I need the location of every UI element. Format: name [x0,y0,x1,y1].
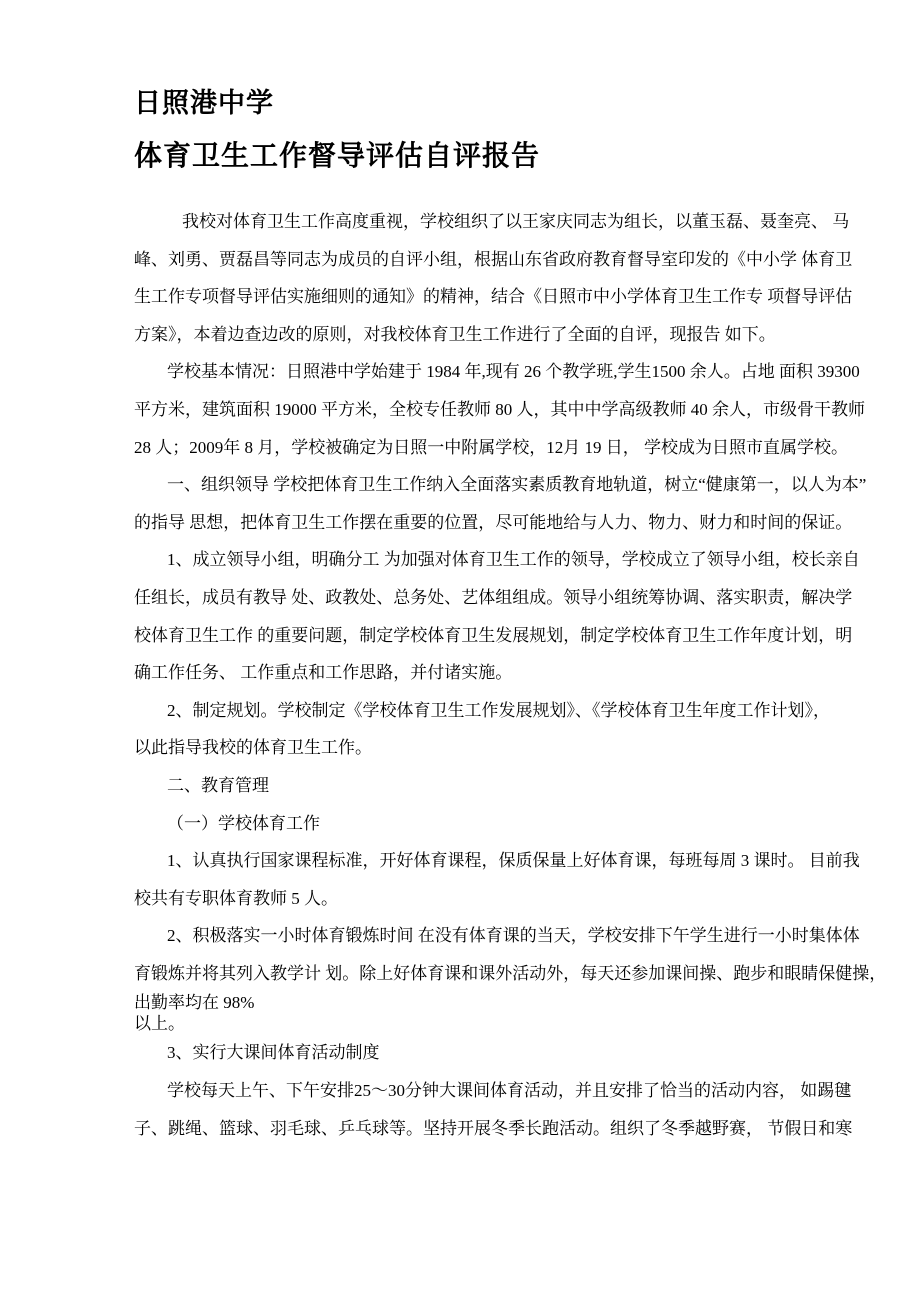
section-2-item-2-line: 以上。 [134,1014,185,1034]
section-1-item-2-line: 2、制定规划。学校制定《学校体育卫生工作发展规划》、《学校体育卫生年度工作计划》， [167,700,830,720]
paragraph-intro-line: 生工作专项督导评估实施细则的通知》的精神，结合《日照市中小学体育卫生工作专 项督导评估 [134,287,853,307]
section-2-item-3-line: 学校每天上午、下午安排25～30分钟大课间体育活动，并且安排了恰当的活动内容， 如踢毽 [167,1081,852,1101]
section-1-item-1-line: 确工作任务、 工作重点和工作思路，并付诸实施。 [134,663,513,683]
section-1-item-1-line: 任组长，成员有教导 处、政教处、总务处、艺体组组成。领导小组统筹协调、落实职责，解决学 [134,587,853,607]
paragraph-intro-line: 我校对体育卫生工作高度重视，学校组织了以王家庆同志为组长，以董玉磊、聂奎亮、 马 [182,212,850,231]
section-2-item-2-line: 育锻炼并将其列入教学计 划。除上好体育课和课外活动外，每天还参加课间操、跑步和眼睛保健操， [134,963,887,983]
section-2-subheading: （一）学校体育工作 [167,813,320,833]
section-1-organization-line: 的指导 思想，把体育卫生工作摆在重要的位置，尽可能地给与人力、物力、财力和时间的保证。 [134,512,853,532]
section-2-heading: 二、教育管理 [167,775,269,795]
section-2-item-2-line: 出勤率均在 98% [134,993,255,1013]
section-2-item-2-line: 2、积极落实一小时体育锻炼时间 在没有体育课的当天，学校安排下午学生进行一小时集体体 [167,926,860,946]
section-1-item-1-line: 校体育卫生工作 的重要问题，制定学校体育卫生发展规划，制定学校体育卫生工作年度计划，明 [134,625,853,645]
paragraph-intro-line: 方案》，本着边查边改的原则，对我校体育卫生工作进行了全面的自评，现报告 如下。 [134,324,776,344]
paragraph-school-overview-line: 学校基本情况：日照港中学始建于 1984 年,现有 26 个教学班,学生1500 余人。占地 面积 39300 [167,362,860,382]
document-body [134,88,887,1147]
section-2-item-3-heading: 3、实行大课间体育活动制度 [167,1043,380,1063]
section-2-item-1-line: 校共有专职体育教师 5 人。 [134,888,338,908]
section-1-item-2-line: 以此指导我校的体育卫生工作。 [134,738,372,758]
section-2-item-1-line: 1、认真执行国家课程标准，开好体育课程，保质保量上好体育课，每班每周 3 课时。 目前我 [167,851,860,871]
document-title-school: 日照港中学 [134,88,274,118]
section-1-item-1-line: 1、成立领导小组，明确分工 为加强对体育卫生工作的领导，学校成立了领导小组，校长亲自 [167,550,860,570]
section-2-item-3-line: 子、跳绳、篮球、羽毛球、乒乓球等。坚持开展冬季长跑活动。组织了冬季越野赛， 节假日和寒 [134,1118,853,1138]
document-title-report: 体育卫生工作督导评估自评报告 [134,141,541,172]
paragraph-school-overview-line: 平方米，建筑面积 19000 平方米，全校专任教师 80 人，其中中学高级教师 40 余人，市级骨干教师 [134,399,865,419]
paragraph-intro-line: 峰、刘勇、贾磊昌等同志为成员的自评小组，根据山东省政府教育督导室印发的《中小学 体育卫 [134,249,853,269]
paragraph-school-overview-line: 28 人；2009年 8 月，学校被确定为日照一中附属学校，12月 19 日， 学校成为日照市直属学校。 [134,437,848,457]
section-1-organization-line: 一、组织领导 学校把体育卫生工作纳入全面落实素质教育地轨道，树立“健康第一，以人为本” [167,475,867,495]
